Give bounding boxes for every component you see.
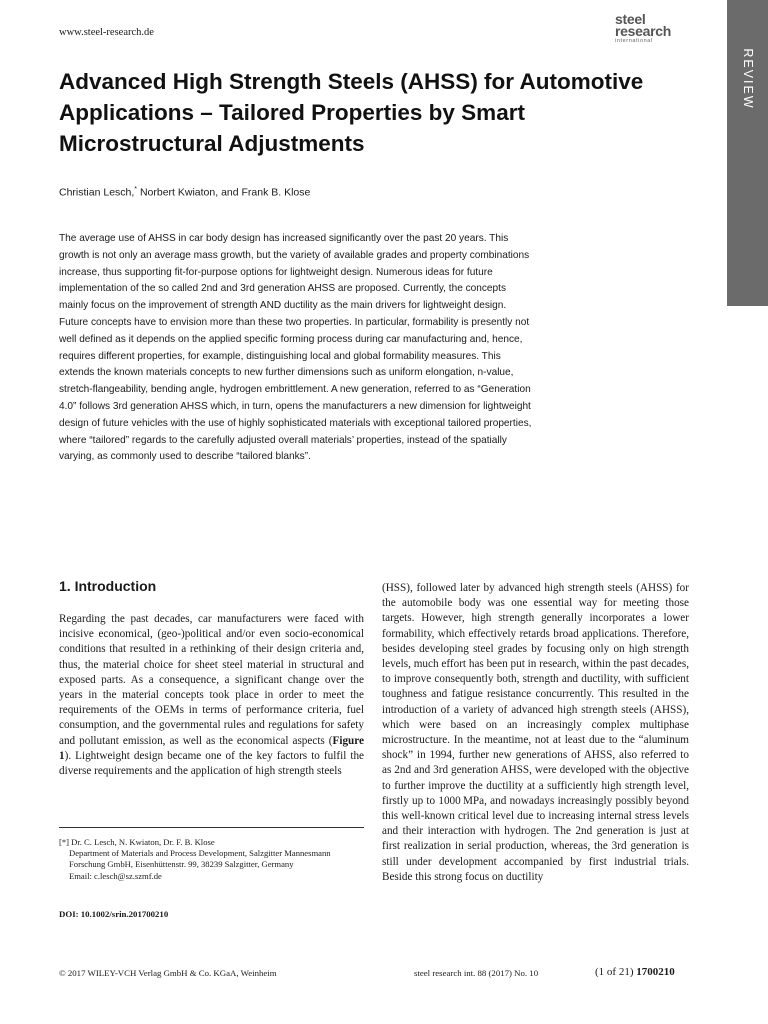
- section-tab-label: REVIEW: [740, 48, 755, 110]
- footer-page-info: [595, 966, 675, 978]
- affiliation-footnote: [59, 837, 364, 882]
- page-count: (1 of 21): [595, 966, 634, 978]
- intro-left-text-a: Regarding the past decades, car manufacturers were faced with incisive economical, (geo-)political and/or even socio-economical conditions that resulted in a rethinking of their design criteria and, thus, the material choice for sheet steel material in structural and exposed parts. As a consequence, a significant change over the years in the material concepts took place in order to meet the requirements of the OEMs in terms of performance criteria, fuel consumption, and the governmental rules and regulations for safety and pollutant emission, as well as the economical aspects (: [59, 613, 364, 747]
- footnote-email[interactable]: Email: c.lesch@sz.szmf.de: [69, 870, 162, 881]
- figure-reference[interactable]: Figure 1: [59, 734, 364, 762]
- abstract: The average use of AHSS in car body design has increased significantly over the past 20 years. This growth is not only an average mass growth, but the variety of available grades and property combinations increase, thus supporting fit-for-purpose options for lightweight design. Numerous ideas for future implementation of the so called 2nd and 3rd generation AHSS are proposed. Currently, the concepts mainly focus on the improvement of strength AND ductility as the main drivers for lightweight design. Future concepts have to envision more than these two properties. In particular, formability is presently not well defined as it depends on the applied specific forming process during car manufacturing and, hence, requires different properties, for example, distinguishing local and global formability measures. This extends the known materials concepts to new further dimensions such as uniform elongation, n-value, stretch-flangeability, bending angle, hydrogen embrittlement. A new generation, referred to as “Generation 4.0” follows 3rd generation AHSS which, in turn, opens the manufacturers a new dimension for lightweight design of future vehicles with the use of highly sophisticated materials with exceptional tailored properties, where “tailored” regards to the carefully adjusted overall materials’ properties, instead of the spatially varying, as commonly used to describe “tailored blanks”.: [59, 233, 532, 463]
- intro-left-text-b: ). Lightweight design became one of the key factors to fulfil the diverse requirements and the application of high strength steels: [59, 749, 364, 778]
- section-heading: 1. Introduction: [59, 578, 157, 594]
- footer-journal: steel research int. 88 (2017) No. 10: [414, 968, 539, 978]
- article-title: Advanced High Strength Steels (AHSS) for Automotive Applications – Tailored Properties by Smart Microstructural Adjustments: [59, 69, 644, 156]
- logo-line-international: international: [615, 38, 653, 44]
- authors-first: Christian Lesch,: [59, 186, 135, 199]
- logo-line-research: research: [615, 23, 671, 39]
- doi[interactable]: DOI: 10.1002/srin.201700210: [59, 909, 169, 919]
- corresponding-mark: *: [134, 186, 138, 193]
- journal-logo: [615, 13, 695, 44]
- intro-left-column: [59, 612, 364, 779]
- footnote-authors: [*] Dr. C. Lesch, N. Kwiaton, Dr. F. B. Klose: [59, 837, 215, 847]
- footer-copyright: © 2017 WILEY-VCH Verlag GmbH & Co. KGaA, Weinheim: [59, 968, 277, 978]
- journal-url: www.steel-research.de: [59, 27, 154, 38]
- logo-line-steel: steel: [615, 11, 646, 27]
- footnote-divider: [59, 827, 364, 828]
- authors-rest: Norbert Kwiaton, and Frank B. Klose: [137, 186, 311, 199]
- footnote-affiliation: Department of Materials and Process Development, Salzgitter Mannesmann Forschung GmbH, Eisenhüttenstr. 99, 38239 Salzgitter, Germany: [69, 848, 331, 870]
- section-tab: [727, 0, 768, 306]
- author-list: [59, 186, 310, 199]
- article-id: 1700210: [636, 966, 675, 978]
- intro-right-column: (HSS), followed later by advanced high strength steels (AHSS) for the automobile body was one essential way for meeting those targets. However, high strength generally incorporates a lower formability, which effectively retards broad applications. Therefore, besides developing steel grades by focusing only on high strength levels, much effort has been put in research, within the past decades, to improve consequently both, strength and ductility, with sufficient toughness and fatigue resistance concurrently. This resulted in the introduction of a variety of advanced high strength steels (AHSS), which were based on an increasingly complex multiphase microstructure. In the meantime, not at least due to the “aluminum shock” in 1994, further new generations of AHSS, also referred to as 2nd and 3rd generation AHSS, were developed with the objective to further improve the ductility at a sufficiently high strength level, firstly up to 1000 MPa, and nowadays increasingly possibly beyond this well-known critical level due to increasing internal stress levels and their interaction with hydrogen. The 2nd generation is just at first realization in serial production, whereas, the 3rd generation is still under development accompanied by first industrial trials. Beside this strong focus on ductility: [382, 582, 689, 883]
